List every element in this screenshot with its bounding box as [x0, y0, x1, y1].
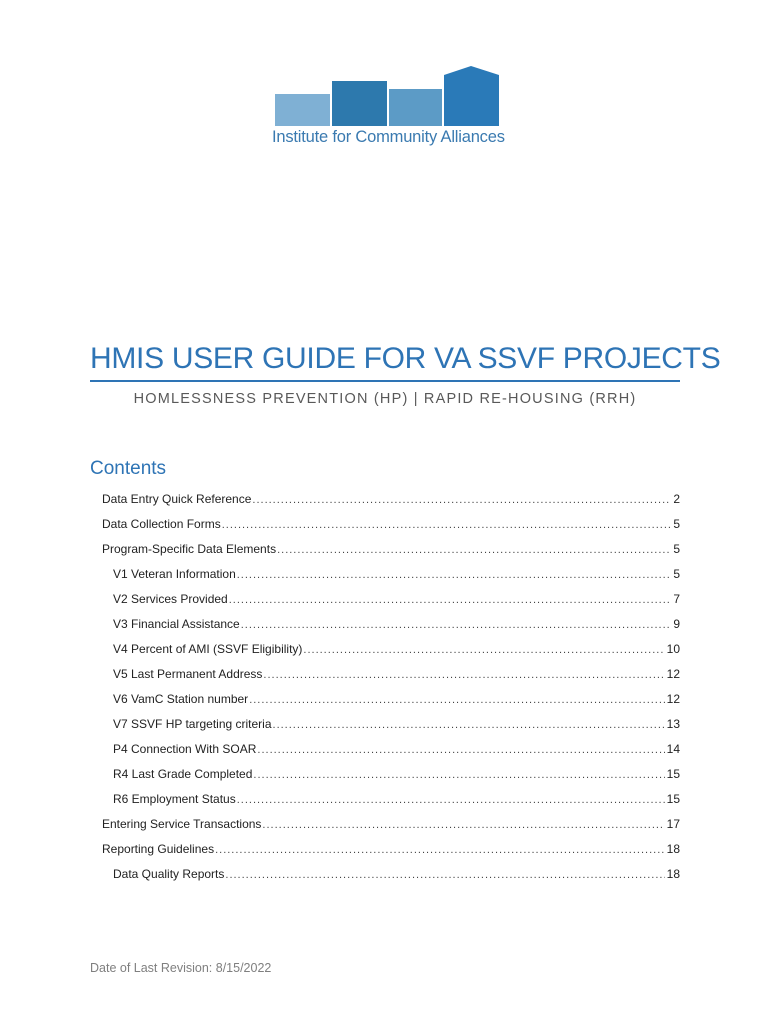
- toc-entry[interactable]: [113, 742, 680, 764]
- toc-entry-label: Entering Service Transactions: [102, 817, 262, 831]
- toc-entry-label: Data Collection Forms: [102, 517, 221, 531]
- contents-heading: Contents: [90, 458, 167, 479]
- toc-entry-label: V2 Services Provided: [113, 592, 228, 606]
- ica-logo: [272, 66, 505, 156]
- toc-entry[interactable]: [102, 492, 680, 514]
- toc-entry[interactable]: [102, 817, 680, 839]
- toc-entry-page: 18: [666, 842, 680, 856]
- toc-entry[interactable]: [113, 567, 680, 589]
- toc-entry-page: 7: [673, 592, 680, 606]
- toc-dot-leader: [237, 794, 665, 806]
- toc-entry-page: 5: [673, 567, 680, 581]
- buildings-logo-graphic: [272, 66, 502, 128]
- toc-entry[interactable]: [102, 517, 680, 539]
- toc-entry[interactable]: [113, 667, 680, 689]
- toc-entry-label: V3 Financial Assistance: [113, 617, 240, 631]
- toc-dot-leader: [277, 544, 671, 556]
- document-title: [90, 338, 721, 382]
- toc-entry-label: V5 Last Permanent Address: [113, 667, 263, 681]
- document-subtitle: HOMLESSNESS PREVENTION (HP) | RAPID RE-HOUSING (RRH): [133, 391, 637, 407]
- toc-entry[interactable]: [113, 592, 680, 614]
- toc-entry-page: 5: [673, 517, 680, 531]
- toc-entry-page: 15: [666, 767, 680, 781]
- toc-entry-label: R4 Last Grade Completed: [113, 767, 253, 781]
- toc-entry-label: V7 SSVF HP targeting criteria: [113, 717, 272, 731]
- toc-entry-page: 17: [666, 817, 680, 831]
- toc-entry-page: 10: [666, 642, 680, 656]
- toc-entry-page: 13: [666, 717, 680, 731]
- toc-entry-page: 18: [666, 867, 680, 881]
- building-3: [389, 89, 442, 126]
- toc-dot-leader: [303, 644, 664, 656]
- building-1: [275, 94, 330, 126]
- toc-dot-leader: [253, 769, 664, 781]
- toc-entry-label: Data Entry Quick Reference: [102, 492, 252, 506]
- toc-entry[interactable]: [113, 717, 680, 739]
- toc-dot-leader: [222, 519, 672, 531]
- toc-entry[interactable]: [113, 792, 680, 814]
- document-title-text: HMIS USER GUIDE FOR VA SSVF PROJECTS: [90, 342, 721, 375]
- toc-entry[interactable]: [102, 542, 680, 564]
- logo-text: Institute for Community Alliances: [272, 128, 505, 146]
- building-2: [332, 81, 387, 126]
- building-4: [444, 66, 499, 126]
- toc-entry[interactable]: [113, 692, 680, 714]
- toc-dot-leader: [252, 494, 671, 506]
- toc-entry-page: 2: [673, 492, 680, 506]
- toc-dot-leader: [225, 869, 664, 881]
- toc-entry-label: Program-Specific Data Elements: [102, 542, 277, 556]
- toc-dot-leader: [237, 569, 672, 581]
- toc-entry-label: V4 Percent of AMI (SSVF Eligibility): [113, 642, 303, 656]
- toc-entry-label: P4 Connection With SOAR: [113, 742, 257, 756]
- toc-entry-label: R6 Employment Status: [113, 792, 236, 806]
- toc-dot-leader: [229, 594, 672, 606]
- toc-entry-label: V6 VamC Station number: [113, 692, 249, 706]
- toc-entry[interactable]: [113, 867, 680, 889]
- toc-entry-page: 9: [673, 617, 680, 631]
- revision-date: Date of Last Revision: 8/15/2022: [90, 961, 272, 975]
- toc-entry-label: Data Quality Reports: [113, 867, 225, 881]
- toc-entry-page: 12: [666, 692, 680, 706]
- toc-entry-page: 5: [673, 542, 680, 556]
- toc-entry[interactable]: [113, 617, 680, 639]
- toc-entry[interactable]: [113, 642, 680, 664]
- toc-dot-leader: [257, 744, 664, 756]
- toc-entry-label: V1 Veteran Information: [113, 567, 236, 581]
- toc-dot-leader: [215, 844, 665, 856]
- toc-dot-leader: [263, 669, 664, 681]
- toc-entry-label: Reporting Guidelines: [102, 842, 215, 856]
- toc-entry-page: 12: [666, 667, 680, 681]
- toc-dot-leader: [241, 619, 672, 631]
- toc-entry[interactable]: [102, 842, 680, 864]
- toc-entry-page: 14: [666, 742, 680, 756]
- toc-dot-leader: [262, 819, 664, 831]
- toc-dot-leader: [273, 719, 665, 731]
- toc-dot-leader: [249, 694, 664, 706]
- toc-entry[interactable]: [113, 767, 680, 789]
- toc-entry-page: 15: [666, 792, 680, 806]
